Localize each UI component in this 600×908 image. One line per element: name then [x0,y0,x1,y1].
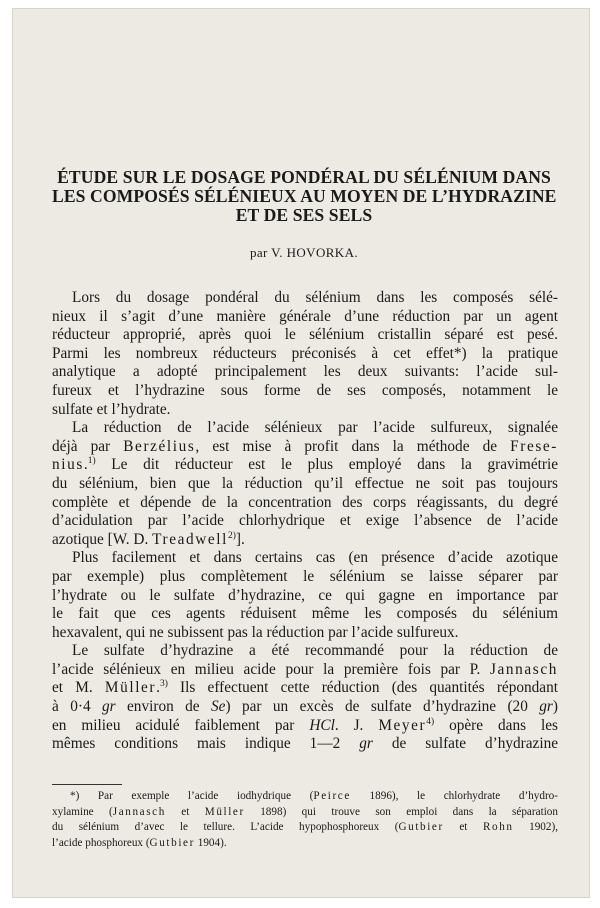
article-body [52,289,558,754]
body-line: d’acidulation par l’acide chlorhydrique et exige l’absence de l’acide [52,512,558,530]
body-line: du sélénium, bien que la réduction qu’il effectue ne soit pas toujours [52,474,558,492]
body-line: réducteur approprié, après quoi le sélénium cristallin séparé est pesé. [52,326,558,344]
body-line: hexavalent, qui ne subissent pas la réduction par l’acide sulfureux. [52,623,459,641]
body-line: le fait que ces agents réduisent même les composés du sélénium [52,605,558,623]
body-line: l’hydrate ou le sulfate d’hydrazine, ce qui gagne en importance par [52,586,558,604]
body-line: nieux il s’agit d’une manière générale d’une réduction par un agent [52,307,558,325]
body-line: Lors du dosage pondéral du sélénium dans les composés sélé- [72,289,558,306]
body-line: par exemple) plus complètement le sélénium se laisse séparer par [52,567,558,585]
footnote-divider [52,784,122,785]
title-line-2: LES COMPOSÉS SÉLÉNIEUX AU MOYEN DE L’HYDRAZINE [52,186,557,206]
body-line: azotique [W. D. Treadwell$^{2)}$]. [52,530,245,548]
body-line: et M. Müller.$^{3)}$ Ils effectuent cette réduction (des quantités répondant [52,679,558,697]
article-title [52,168,556,225]
footnote [52,789,558,851]
title-line-1: ÉTUDE SUR LE DOSAGE PONDÉRAL DU SÉLÉNIUM DANS [57,167,551,187]
body-line: Parmi les nombreux réducteurs préconisés à cet effet*) la pratique [52,344,558,362]
body-line: nius.$^{1)}$ Le dit réducteur est le plus employé dans la gravimétrie [52,456,558,474]
title-line-3: ET DE SES SELS [235,205,373,225]
footnote-line: du sélénium d’avec le tellure. L’acide hypophosphoreux (Gutbier et Rohn 1902), [52,821,558,834]
body-line: en milieu acidulé faiblement par HCl. J. Meyer$^{4)}$ opère dans les [52,716,558,734]
body-line: La réduction de l’acide sélénieux par l’acide sulfureux, signalée [72,419,558,437]
body-line: complète et dépende de la concentration des corps réagissants, du degré [52,493,558,511]
author-byline: par V. HOVORKA. [249,245,359,260]
body-line: Le sulfate d’hydrazine a été recommandé pour la réduction de [72,642,558,660]
body-line: l’acide sélénieux en milieu acide pour la première fois par P. Jannasch [52,660,558,678]
body-line: analytique a adopté principalement les deux suivants: l’acide sul- [52,363,558,381]
body-line: mêmes conditions mais indique 1—2 gr de sulfate d’hydrazine [52,735,558,753]
body-line: à 0·4 gr environ de Se) par un excès de sulfate d’hydrazine (20 gr) [52,698,558,716]
body-line: déjà par Berzélius, est mise à profit dans la méthode de Frese- [52,437,558,455]
footnote-line: *) Par exemple l’acide iodhydrique (Peirce 1896), le chlorhydrate d’hydro- [70,790,558,802]
footnote-line: xylamine (Jannasch et Müller 1898) qui trouve son emploi dans la séparation [52,805,558,818]
body-line: fureux et l’hydrazine sous forme de ses composés, notamment le [52,381,558,399]
footnote-line: l’acide phosphoreux (Gutbier 1904). [52,836,227,849]
body-line: sulfate et l’hydrate. [52,400,171,418]
body-line: Plus facilement et dans certains cas (en présence d’acide azotique [72,549,558,567]
